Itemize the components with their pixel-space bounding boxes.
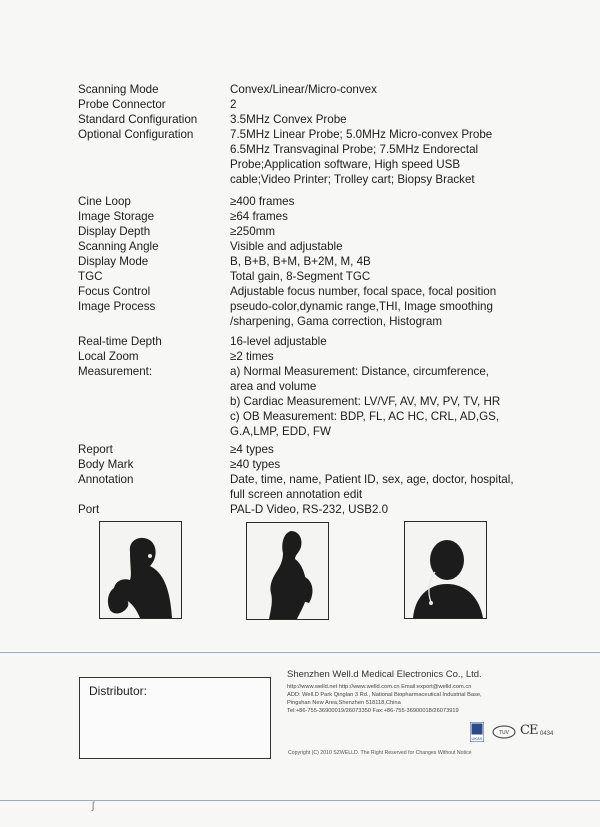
spec-row-display-mode: [78, 254, 578, 269]
spec-row-scanning-mode: [78, 82, 578, 97]
spec-label: Focus Control: [78, 285, 151, 298]
spec-label: Annotation: [78, 473, 134, 486]
mother-child-silhouette-icon: [100, 522, 181, 618]
ce-number: 0434: [540, 731, 554, 737]
ukas-cert-text: UKAS: [471, 736, 483, 741]
spec-value-line: pseudo-color,dynamic range,THI, Image smoothing: [230, 300, 493, 313]
spec-value: Total gain, 8-Segment TGC: [230, 270, 371, 283]
contact-address-line: Pingshan New Area,Shenzhen 518118,China: [287, 700, 401, 706]
spec-value-line: area and volume: [230, 380, 317, 393]
photo-pregnant-woman-image: [246, 522, 329, 620]
copyright-notice: Copyright (C) 2010 SZWELLD. The Right Reserved for Changes Without Notice: [288, 750, 472, 756]
spec-value-line: /sharpening, Gama correction, Histogram: [230, 315, 442, 328]
spec-label: Local Zoom: [78, 350, 139, 363]
company-name: Shenzhen Well.d Medical Electronics Co., Ltd.: [287, 669, 482, 680]
spec-label: Port: [78, 503, 100, 516]
distributor-box: [79, 677, 271, 759]
contact-address-line: ADD: Well.D Park Qinglan 3 Rd., National Biopharmaceutical Industrial Base,: [287, 692, 482, 698]
spec-value: B, B+B, B+M, B+2M, M, 4B: [230, 255, 371, 268]
spec-row-probe-connector: [78, 97, 578, 112]
spec-row-cine-loop: [78, 194, 578, 209]
man-silhouette-icon: [405, 522, 486, 618]
spec-row-optional-configuration: [78, 127, 578, 187]
spec-value-line: c) OB Measurement: BDP, FL, AC HC, CRL, AD,GS,: [230, 410, 500, 423]
spec-value-line: cable;Video Printer; Trolley cart; Biopsy Bracket: [230, 173, 475, 186]
spec-value: Adjustable focus number, focal space, focal position: [230, 285, 497, 298]
spec-value: Convex/Linear/Micro-convex: [230, 83, 377, 96]
spec-value-line: full screen annotation edit: [230, 488, 363, 501]
ce-mark: CE: [520, 723, 538, 738]
contact-web-line: http://www.welld.net http://www.welld.com.cn Email:export@welld.com.cn: [287, 684, 472, 690]
spec-value-line: b) Cardiac Measurement: LV/VF, AV, MV, PV, TV, HR: [230, 395, 501, 408]
spec-value: ≥2 times: [230, 350, 274, 363]
usage-photos: [0, 517, 600, 622]
spec-table: [78, 82, 578, 517]
spec-row-body-mark: [78, 457, 578, 472]
spec-value: ≥4 types: [230, 443, 274, 456]
spec-row-image-process: [78, 299, 578, 329]
spec-label: Report: [78, 443, 113, 456]
spec-label: Standard Configuration: [78, 113, 198, 126]
spec-label: Image Process: [78, 300, 156, 313]
spec-value: PAL-D Video, RS-232, USB2.0: [230, 503, 389, 516]
spec-value: ≥64 frames: [230, 210, 288, 223]
spec-label: Optional Configuration: [78, 128, 194, 141]
spec-row-tgc: [78, 269, 578, 284]
footer-bottom-divider: [0, 800, 600, 801]
distributor-label: Distributor:: [89, 684, 148, 698]
spec-row-image-storage: [78, 209, 578, 224]
spec-label: Image Storage: [78, 210, 155, 223]
spec-label: TGC: [78, 270, 103, 283]
spec-value-line: 6.5MHz Transvaginal Probe; 7.5MHz Endorectal: [230, 143, 479, 156]
spec-value: ≥400 frames: [230, 195, 295, 208]
spec-label: Display Depth: [78, 225, 151, 238]
spec-row-annotation: [78, 472, 578, 502]
spec-value: Visible and adjustable: [230, 240, 343, 253]
photo-man-with-stethoscope-image: [404, 521, 487, 619]
spec-row-scanning-angle: [78, 239, 578, 254]
spec-value-line: Probe;Application software, High speed USB: [230, 158, 461, 171]
contact-phone-line: Tel:+86-755-36900019/26073350 Fax:+86-755-36900018/26073919: [287, 708, 459, 714]
photo-mother-child-image: [99, 521, 182, 619]
spec-row-standard-configuration: [78, 112, 578, 127]
spec-value: ≥40 types: [230, 458, 281, 471]
spec-row-real-time-depth: [78, 334, 578, 349]
footer-top-divider: [0, 652, 600, 653]
spec-row-local-zoom: [78, 349, 578, 364]
spec-value: 2: [230, 98, 237, 111]
tuv-cert-icon: [492, 725, 516, 739]
pregnant-woman-silhouette-icon: [247, 523, 328, 619]
scan-artifact-mark: ʃ: [92, 801, 95, 812]
spec-label: Probe Connector: [78, 98, 166, 111]
tuv-cert-text: TUV: [499, 730, 509, 736]
spec-row-display-depth: [78, 224, 578, 239]
spec-value: 3.5MHz Convex Probe: [230, 113, 347, 126]
spec-row-focus-control: [78, 284, 578, 299]
spec-value-line: G.A,LMP, EDD, FW: [230, 425, 331, 438]
spec-value-line: a) Normal Measurement: Distance, circumference,: [230, 365, 490, 378]
spec-row-report: [78, 442, 578, 457]
spec-value: 16-level adjustable: [230, 335, 327, 348]
spec-gap: [78, 187, 578, 194]
spec-row-measurement: [78, 364, 578, 439]
spec-value: ≥250mm: [230, 225, 276, 238]
spec-row-port: [78, 502, 578, 517]
spec-value-line: 7.5MHz Linear Probe; 5.0MHz Micro-convex Probe: [230, 128, 493, 141]
spec-value-line: Date, time, name, Patient ID, sex, age, doctor, hospital,: [230, 473, 514, 486]
spec-label: Body Mark: [78, 458, 134, 471]
spec-label: Display Mode: [78, 255, 149, 268]
spec-label: Measurement:: [78, 365, 153, 378]
spec-label: Scanning Mode: [78, 83, 159, 96]
ukas-cert-icon: [470, 722, 484, 742]
spec-label: Cine Loop: [78, 195, 131, 208]
spec-label: Scanning Angle: [78, 240, 159, 253]
spec-label: Real-time Depth: [78, 335, 162, 348]
